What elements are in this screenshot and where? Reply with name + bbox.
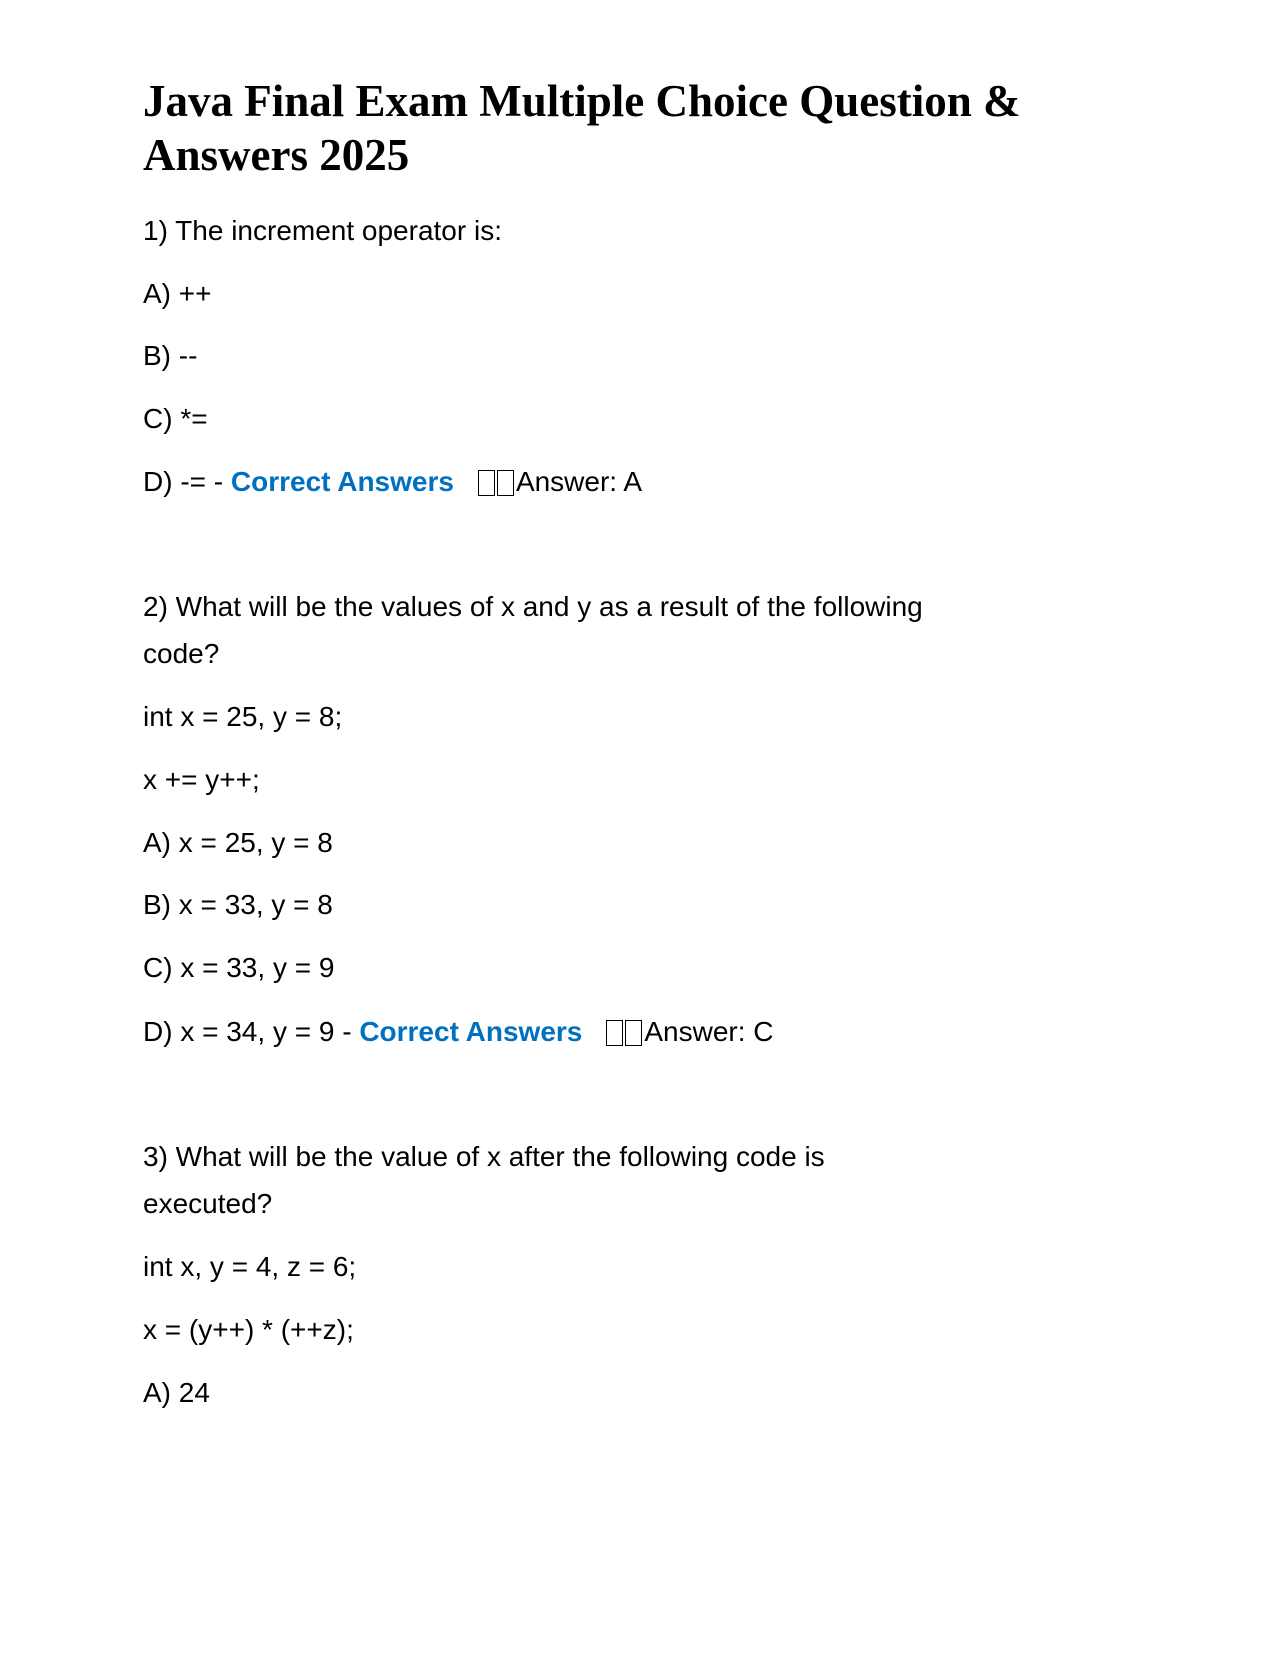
- code-line: x += y++;: [143, 764, 260, 795]
- answer-text: Answer: A: [515, 466, 642, 497]
- option-a: A) x = 25, y = 8: [143, 827, 333, 858]
- question-3-text: 3) What will be the value of x after the following code is: [143, 1141, 825, 1172]
- option-d: D) x = 34, y = 9 -: [143, 1016, 360, 1047]
- answer-text: Answer: C: [644, 1016, 774, 1047]
- option-a: A) ++: [143, 278, 212, 309]
- question-1-text: 1) The increment operator is:: [143, 215, 502, 246]
- question-3-text-cont: executed?: [143, 1188, 273, 1219]
- option-b: B) --: [143, 340, 198, 371]
- code-line: x = (y++) * (++z);: [143, 1314, 354, 1345]
- option-d-with-answer: [143, 1014, 774, 1050]
- code-line: int x = 25, y = 8;: [143, 701, 343, 732]
- question-2-text-cont: code?: [143, 638, 220, 669]
- missing-glyph-icon: [497, 470, 514, 496]
- code-line: int x, y = 4, z = 6;: [143, 1251, 357, 1282]
- question-2-text: 2) What will be the values of x and y as a result of the following: [143, 591, 923, 622]
- option-c: C) *=: [143, 403, 208, 434]
- correct-answers-label: Correct Answers: [359, 1016, 583, 1047]
- missing-glyph-icon: [625, 1020, 642, 1046]
- document-title: Java Final Exam Multiple Choice Question & Answers 2025: [143, 76, 1021, 180]
- option-d: D) -= -: [143, 466, 231, 497]
- correct-answers-label: Correct Answers: [230, 466, 454, 497]
- option-a: A) 24: [143, 1377, 210, 1408]
- missing-glyph-icon: [606, 1020, 623, 1046]
- option-c: C) x = 33, y = 9: [143, 952, 335, 983]
- missing-glyph-icon: [478, 470, 495, 496]
- option-b: B) x = 33, y = 8: [143, 889, 333, 920]
- option-d-with-answer: [143, 464, 642, 500]
